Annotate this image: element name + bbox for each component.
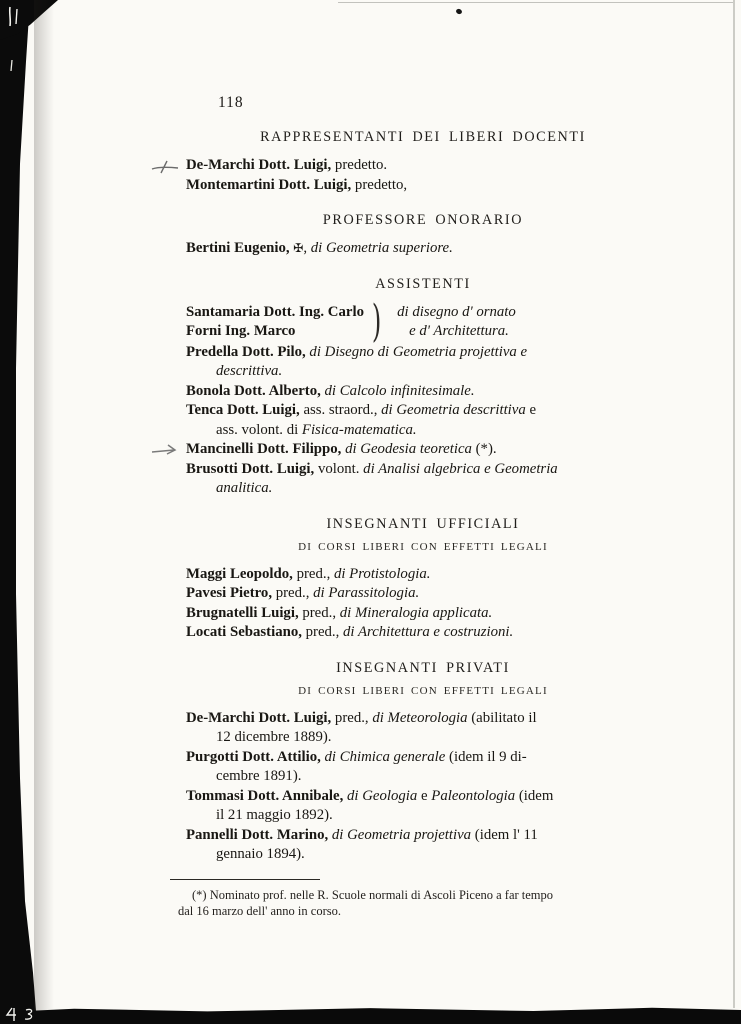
text-run: Pannelli Dott. Marino, [186, 826, 332, 843]
text-run: Pavesi Pietro, [186, 585, 276, 601]
ink-dot [455, 8, 462, 15]
brace-names-column [186, 303, 364, 342]
text-run: Fisica-matematica. [301, 421, 417, 438]
text-run: pred., [275, 585, 314, 601]
entry [186, 382, 660, 402]
section-professore-onorario [186, 212, 660, 259]
scan-right-edge-line [733, 0, 735, 1008]
text-run: (idem l' 11 [474, 826, 538, 843]
entry [186, 343, 660, 382]
text-run: Montemartini Dott. Luigi, [186, 176, 355, 193]
scan-edge-bottom [0, 1006, 741, 1024]
text-run: il 21 maggio 1892). [216, 807, 333, 823]
footnote-line: dal 16 marzo dell' anno in corso. [178, 904, 341, 918]
text-run: Locati Sebastiano, [186, 624, 306, 640]
brace-entry [186, 296, 660, 347]
text-run: predetto. [334, 157, 388, 173]
sections-container [186, 129, 660, 865]
text-run: di Geometria projettiva [331, 826, 475, 843]
text-run: (idem il 9 di- [449, 748, 527, 765]
edge-scribble-top-left [5, 4, 25, 30]
section-rappresentanti-liberi-docenti [186, 129, 660, 195]
text-run: di Disegno di Geometria projettiva e [309, 343, 528, 360]
entry [186, 748, 660, 787]
text-run: pred., [296, 565, 334, 582]
text-run: Paleontologia [431, 787, 519, 804]
text-run: volont. [317, 460, 364, 477]
text-run: di Analisi algebrica e Geometria [363, 460, 558, 477]
section-assistenti [186, 276, 660, 499]
footnote [178, 879, 660, 920]
edge-scribble-left-tick [7, 58, 19, 74]
text-run: Predella Dott. Pilo, [186, 343, 310, 360]
text-run: 12 dicembre 1889). [216, 729, 332, 745]
entry-name: Santamaria Dott. Ing. Carlo [186, 303, 364, 320]
text-run: di Geodesia teoretica [345, 441, 476, 457]
text-run: ass. volont. di [216, 421, 302, 438]
section-insegnanti-privati [186, 660, 660, 865]
text-run: di Meteorologia [372, 709, 472, 726]
text-run: Brugnatelli Luigi, [186, 604, 303, 621]
text-run: Brusotti Dott. Luigi, [186, 460, 318, 477]
entry [186, 604, 660, 624]
entry [186, 709, 660, 748]
scan-top-edge-line [338, 2, 735, 3]
text-run: di Geometria descrittiva [381, 402, 530, 418]
text-run: (abilitato il [471, 709, 537, 726]
entry [186, 156, 660, 176]
handwritten-check-mark [150, 159, 180, 175]
text-run: di Protistologia. [333, 565, 431, 582]
entry [186, 176, 660, 196]
text-run: pred., [334, 709, 373, 726]
page-content [178, 94, 660, 920]
text-run: analitica. [216, 480, 273, 496]
text-run: Tenca Dott. Luigi, [186, 402, 304, 418]
entry [186, 623, 660, 643]
entry-subject: e d' Architettura. [409, 323, 509, 339]
text-run: di Geometria superiore. [310, 240, 453, 256]
text-run: De-Marchi Dott. Luigi, [186, 157, 335, 173]
text-run: Bonola Dott. Alberto, [186, 382, 325, 399]
text-run: di Parassitologia. [313, 585, 420, 601]
entry [186, 584, 660, 604]
text-run: cembre 1891). [216, 768, 302, 784]
page-number: 118 [218, 94, 244, 111]
text-run: Mancinelli Dott. Filippo, [186, 441, 346, 457]
text-run: ass. straord., [303, 402, 382, 418]
text-run: , [303, 240, 311, 256]
text-run: di Architettura e costruzioni. [343, 624, 514, 640]
section-heading: PROFESSORE ONORARIO [322, 212, 524, 228]
entry [186, 787, 660, 826]
entry [186, 239, 660, 259]
section-subheading: DI CORSI LIBERI CON EFFETTI LEGALI [298, 540, 548, 553]
text-run: (*). [475, 441, 497, 457]
brace-glyph: ) [371, 296, 382, 347]
entry [186, 401, 660, 440]
text-run: Maggi Leopoldo, [186, 565, 297, 582]
text-run: e [421, 787, 432, 804]
text-run: pred., [302, 604, 340, 621]
entry-name: Forni Ing. Marco [186, 323, 296, 339]
text-run: predetto, [354, 176, 408, 193]
text-run: ✠ [293, 241, 304, 255]
text-run: di Chimica generale [324, 748, 450, 765]
section-heading: INSEGNANTI PRIVATI [336, 659, 510, 676]
text-run: Tommasi Dott. Annibale, [186, 787, 348, 804]
entry [186, 826, 660, 865]
text-run: De-Marchi Dott. Luigi, [186, 709, 335, 726]
footnote-rule [170, 879, 320, 880]
entry [186, 440, 660, 460]
section-insegnanti-ufficiali [186, 516, 660, 643]
handwritten-arrow-mark [150, 443, 180, 459]
text-run: e [529, 402, 537, 418]
text-run: di Mineralogia applicata. [339, 604, 493, 621]
text-run: descrittiva. [216, 363, 283, 379]
text-run: Purgotti Dott. Attilio, [186, 748, 325, 765]
text-run: di Geologia [347, 787, 421, 804]
text-run: Bertini Eugenio, [186, 240, 294, 256]
text-run: pred., [305, 624, 344, 640]
section-subheading: DI CORSI LIBERI CON EFFETTI LEGALI [298, 684, 548, 697]
text-run: di Calcolo infinitesimale. [324, 382, 475, 399]
edge-scribble-bottom-left [4, 1006, 46, 1023]
section-heading: RAPPRESENTANTI DEI LIBERI DOCENTI [260, 129, 586, 145]
entry [186, 565, 660, 585]
brace-descs-column [397, 303, 516, 342]
text-run: gennaio 1894). [216, 846, 305, 862]
entry [186, 460, 660, 499]
footnote-line: (*) Nominato prof. nelle R. Scuole normali di Ascoli Piceno a far tempo [192, 887, 554, 902]
section-heading: INSEGNANTI UFFICIALI [326, 515, 520, 532]
scan-left-shadow [34, 0, 54, 1024]
entry-subject: di disegno d' ornato [397, 303, 516, 320]
text-run: (idem [518, 787, 554, 804]
section-heading: ASSISTENTI [375, 275, 471, 292]
